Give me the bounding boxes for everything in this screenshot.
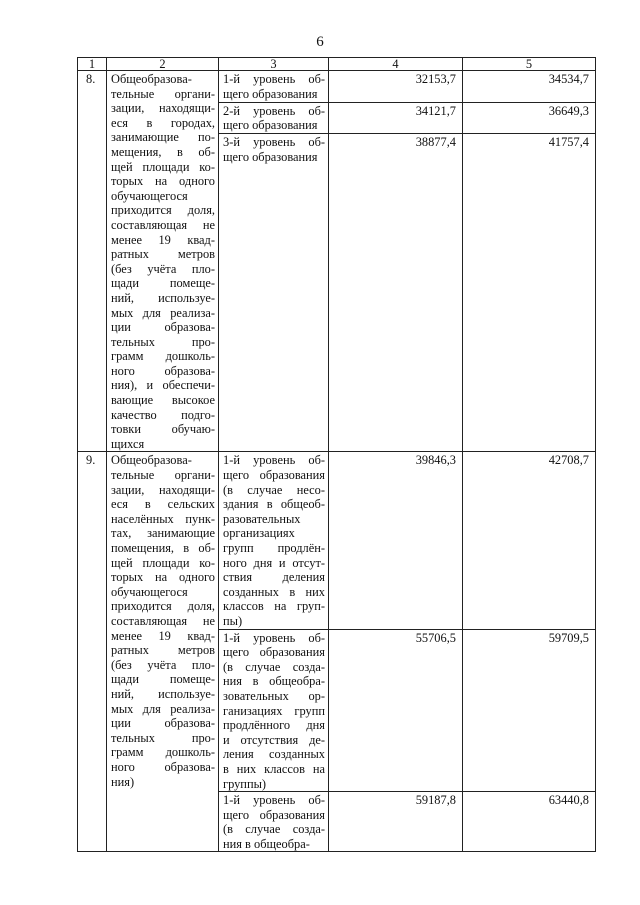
header-cell: 4 [329, 58, 463, 71]
value-col5: 59709,5 [463, 629, 596, 792]
text-line: зации, находящи- [111, 482, 215, 497]
value-col4: 39846,3 [329, 452, 463, 629]
text-line: товки обучаю- [111, 422, 215, 437]
text-line: еся в городах, [111, 115, 215, 130]
text-line: менее 19 квад- [111, 232, 215, 247]
text-line: менее 19 квад- [111, 628, 215, 643]
tariff-table [77, 57, 596, 852]
level-text [223, 104, 325, 133]
level-cell [219, 629, 329, 792]
text-line: щади помеще- [111, 672, 215, 687]
text-line: щего образования [223, 468, 325, 483]
value-col4: 32153,7 [329, 71, 463, 103]
page-number: 6 [316, 34, 324, 50]
text-line: ции образова- [111, 320, 215, 335]
header-cell: 5 [463, 58, 596, 71]
text-line: качество подго- [111, 407, 215, 422]
text-line: торых на одного [111, 174, 215, 189]
text-line: групп продлён- [223, 541, 325, 555]
text-line: Общеобразова- [111, 72, 192, 86]
table-row [78, 452, 596, 629]
text-line: щего образования [223, 645, 325, 660]
text-line: щихся [111, 436, 145, 451]
text-line: приходится доля, [111, 599, 215, 614]
header-row [78, 58, 596, 71]
text-line: продлённого дня [223, 718, 325, 733]
text-line: помещения, в об- [111, 541, 215, 555]
text-line: щего образования [223, 807, 325, 822]
level-cell [219, 792, 329, 852]
value-col4: 34121,7 [329, 102, 463, 134]
level-cell [219, 452, 329, 629]
text-line: (в случае созда- [223, 822, 325, 837]
text-line: 1-й уровень об- [223, 72, 325, 86]
text-line: ния), и обеспечи- [111, 378, 215, 393]
level-cell [219, 71, 329, 103]
text-line: ний, используе- [111, 290, 215, 305]
text-line: грамм дошколь- [111, 745, 215, 760]
text-line: ратных метров [111, 643, 215, 658]
text-line: Общеобразова- [111, 453, 192, 468]
text-line: тельные органи- [111, 86, 215, 101]
value-col5: 41757,4 [463, 134, 596, 452]
text-line: разовательных [223, 511, 301, 526]
level-cell [219, 134, 329, 452]
text-line: ного образова- [111, 363, 215, 378]
text-line: 1-й уровень об- [223, 630, 325, 645]
text-line: обучающегося [111, 188, 188, 203]
text-line: составляющая не [111, 217, 215, 232]
header-cell: 3 [219, 58, 329, 71]
level-text [223, 135, 325, 164]
row-description [107, 452, 219, 852]
text-line: организациях [223, 526, 295, 541]
text-line: группы) [223, 776, 267, 791]
text-line: щего образования [223, 150, 318, 165]
text-line: в них классов на [223, 761, 325, 776]
text-line: грамм дошколь- [111, 349, 215, 364]
level-text [223, 453, 325, 628]
value-col4: 38877,4 [329, 134, 463, 452]
text-line: ствия деления [223, 570, 325, 585]
text-line: (без учёта пло- [111, 657, 215, 672]
text-line: 2-й уровень об- [223, 103, 325, 118]
header-cell: 2 [107, 58, 219, 71]
value-col5: 42708,7 [463, 452, 596, 629]
description-text [111, 453, 215, 789]
text-line: (в случае несо- [223, 482, 325, 497]
row-number: 8. [78, 71, 107, 452]
text-line: тельных про- [111, 730, 215, 745]
value-col5: 34534,7 [463, 71, 596, 103]
text-line: ния в общеобра- [223, 836, 310, 851]
value-col4: 59187,8 [329, 792, 463, 852]
value-col4: 55706,5 [329, 629, 463, 792]
text-line: мых для реализа- [111, 701, 215, 716]
text-line: ратных метров [111, 247, 215, 262]
row-number: 9. [78, 452, 107, 852]
text-line: пы) [223, 613, 243, 628]
level-text [223, 72, 325, 101]
text-line: и отсутствия де- [223, 732, 325, 747]
text-line: щади помеще- [111, 276, 215, 291]
level-text [223, 631, 325, 792]
table-row [78, 71, 596, 103]
text-line: ного образова- [111, 759, 215, 774]
value-col5: 36649,3 [463, 102, 596, 134]
text-line: мых для реализа- [111, 305, 215, 320]
text-line: (без учёта пло- [111, 261, 215, 276]
value-col5: 63440,8 [463, 792, 596, 852]
text-line: 3-й уровень об- [223, 135, 325, 150]
text-line: вающие высокое [111, 393, 215, 408]
text-line: щего образования [223, 86, 318, 101]
text-line: тах, занимающие [111, 526, 215, 541]
text-line: классов на груп- [223, 599, 325, 614]
text-line: зовательных ор- [223, 688, 325, 703]
text-line: тельные органи- [111, 468, 215, 483]
text-line: обучающегося [111, 584, 188, 599]
text-line: ного дня и отсут- [223, 555, 325, 570]
text-line: ния в общеобра- [223, 674, 325, 689]
text-line: щей площади ко- [111, 159, 215, 174]
row-description [107, 71, 219, 452]
text-line: ния) [111, 774, 135, 789]
text-line: 1-й уровень об- [223, 793, 325, 808]
text-line: тельных про- [111, 334, 215, 349]
header-cell: 1 [78, 58, 107, 71]
level-cell [219, 102, 329, 134]
text-line: ции образова- [111, 716, 215, 731]
text-line: здания в общеоб- [223, 497, 325, 512]
text-line: составляющая не [111, 613, 215, 628]
text-line: щей площади ко- [111, 555, 215, 570]
text-line: занимающие по- [111, 130, 215, 145]
text-line: зации, находящи- [111, 101, 215, 116]
text-line: щего образования [223, 118, 318, 133]
text-line: мещения, в об- [111, 144, 215, 159]
text-line: (в случае созда- [223, 659, 325, 674]
text-line: приходится доля, [111, 203, 215, 218]
text-line: созданных в них [223, 584, 325, 599]
text-line: ления созданных [223, 747, 325, 762]
text-line: 1-й уровень об- [223, 453, 325, 468]
text-line: ганизациях групп [223, 703, 325, 718]
text-line: еся в сельских [111, 497, 215, 512]
text-line: населённых пунк- [111, 511, 215, 526]
level-text [223, 793, 325, 851]
description-text [111, 72, 215, 451]
text-line: ний, используе- [111, 686, 215, 701]
text-line: торых на одного [111, 570, 215, 585]
